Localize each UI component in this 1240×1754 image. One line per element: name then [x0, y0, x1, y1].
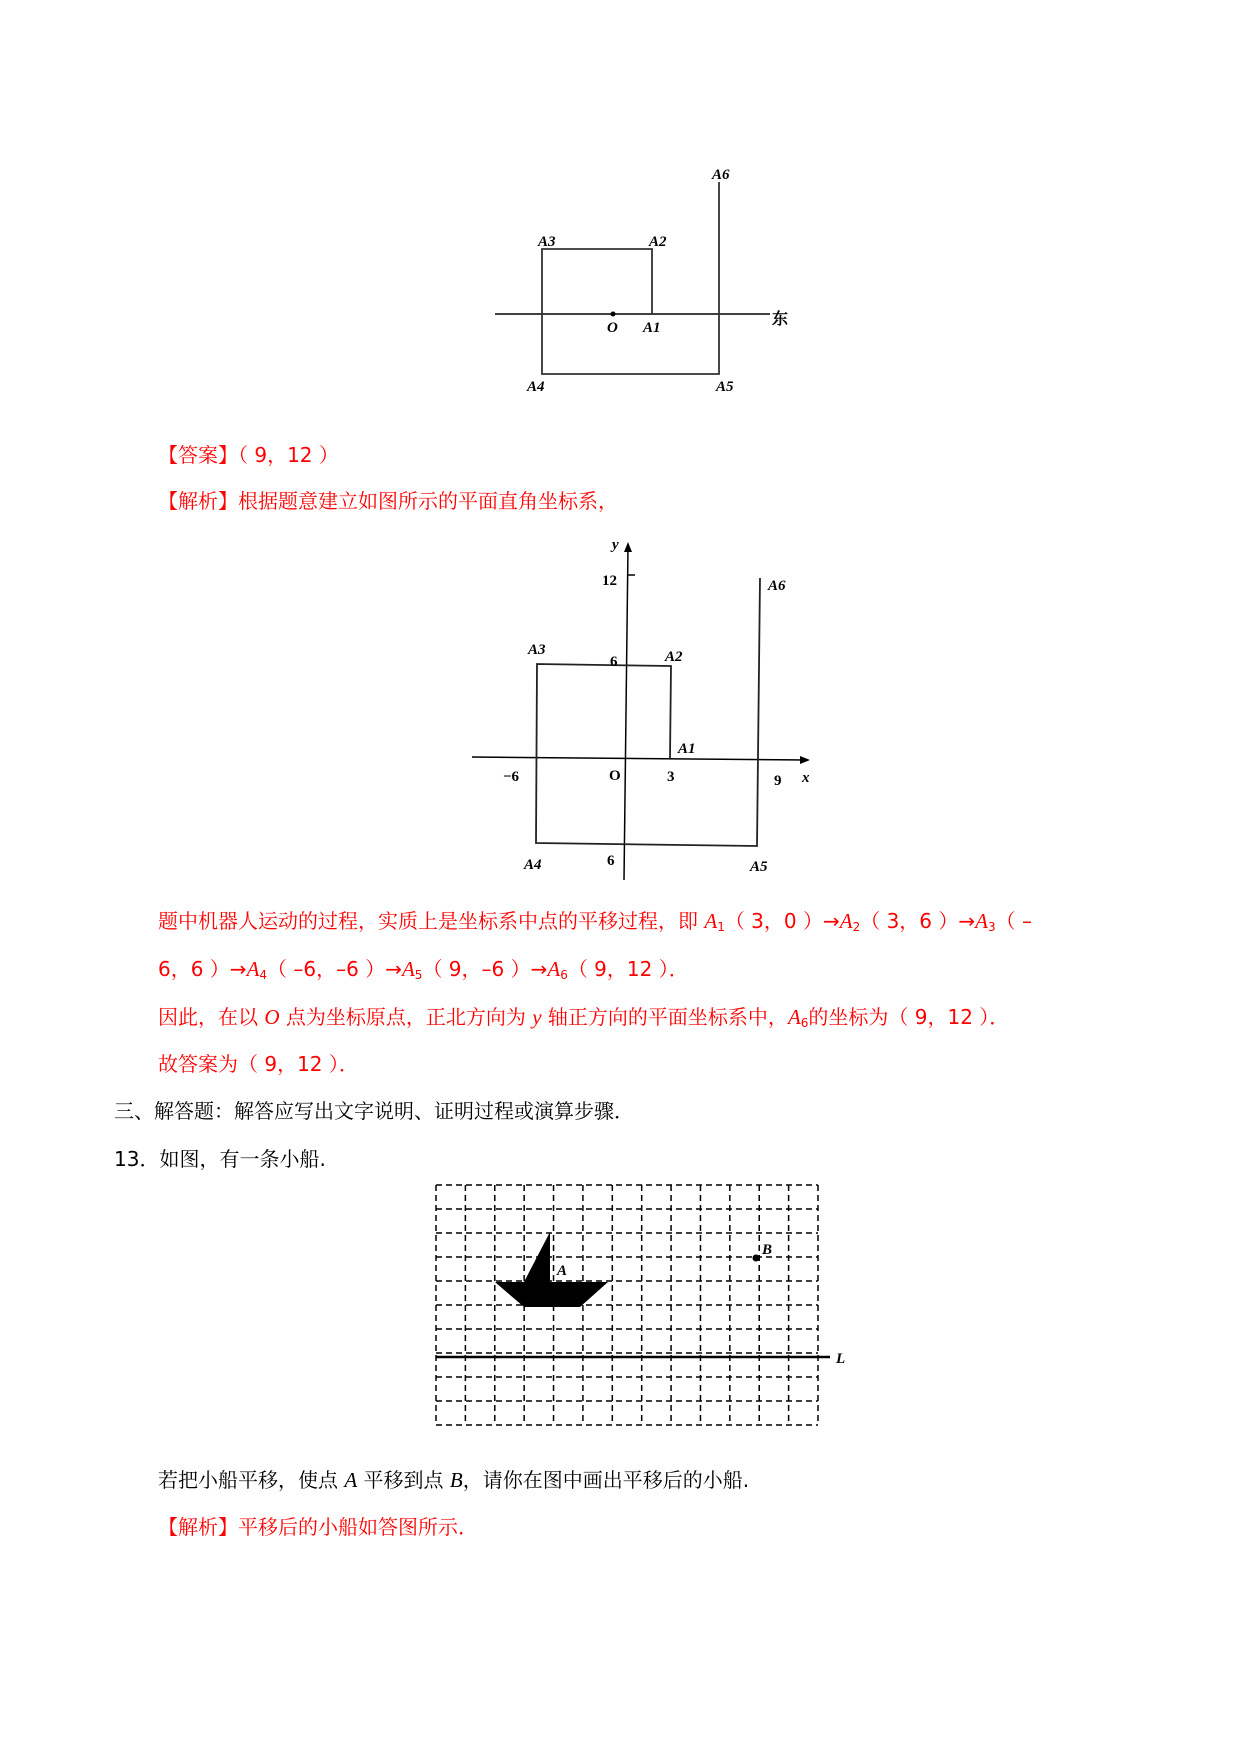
- question-13-task: [158, 1468, 749, 1492]
- analysis-13: [158, 1515, 478, 1539]
- point-label-a5: A5: [716, 379, 734, 395]
- tick-label-y12: 12: [602, 573, 617, 589]
- point-label-a4: A4: [524, 857, 542, 873]
- text-segment: 【答案】（ 9，12 ）: [158, 443, 339, 467]
- text-segment: （ 9，–6 ）→: [422, 957, 548, 981]
- text-segment: （ –6，–6 ）→: [267, 957, 402, 981]
- math-variable: y: [532, 1005, 542, 1029]
- text-segment: 题中机器人运动的过程，实质上是坐标系中点的平移过程，即: [158, 909, 705, 933]
- point-label-a4: A4: [527, 379, 545, 395]
- math-variable: A: [401, 957, 415, 981]
- math-variable: A: [246, 957, 260, 981]
- text-segment: ，请你在图中画出平移后的小船.: [462, 1468, 750, 1492]
- point-label-a3: A3: [528, 642, 546, 658]
- point-label-a6: A6: [768, 578, 786, 594]
- point-label-a2: A2: [665, 649, 683, 665]
- math-variable: A: [787, 1005, 801, 1029]
- subscript: 6: [560, 968, 568, 982]
- text-segment: 点为坐标原点，正北方向为: [279, 1005, 533, 1029]
- point-b-label: B: [762, 1242, 773, 1258]
- dashed-grid: [436, 1185, 818, 1425]
- origin-label: O: [607, 320, 618, 336]
- text-segment: 故答案为（ 9，12 ）．: [158, 1052, 359, 1076]
- math-variable: A: [704, 909, 718, 933]
- text-segment: 6，6 ）→: [158, 957, 247, 981]
- subscript: 5: [414, 968, 423, 982]
- line-l-label: L: [836, 1351, 846, 1367]
- math-variable: A: [547, 957, 561, 981]
- subscript: 4: [259, 968, 268, 982]
- x-axis-label: x: [802, 770, 810, 786]
- text-segment: 三、解答题：解答应写出文字说明、证明过程或演算步骤．: [114, 1099, 634, 1123]
- origin-label: O: [609, 768, 621, 784]
- text-segment: 因此，在以: [158, 1005, 265, 1029]
- east-label: 东: [772, 309, 789, 328]
- point-b: [753, 1255, 760, 1262]
- subscript: 1: [717, 920, 725, 934]
- y-axis-label: y: [612, 537, 619, 553]
- point-label-a1: A1: [678, 741, 696, 757]
- text-segment: （ –: [995, 909, 1032, 933]
- text-segment: （ 9，12 ）．: [567, 957, 689, 981]
- point-a-label: A: [557, 1263, 568, 1279]
- point-label-a5: A5: [750, 859, 768, 875]
- text-segment: 平移到点: [357, 1468, 450, 1492]
- subscript: 3: [987, 920, 996, 934]
- point-label-a1: A1: [643, 320, 661, 336]
- tick-label-y-neg6: 6: [607, 853, 615, 869]
- text-segment: 【解析】根据题意建立如图所示的平面直角坐标系，: [158, 489, 618, 513]
- text-segment: 若把小船平移，使点: [158, 1468, 345, 1492]
- tick-label-x9: 9: [774, 773, 782, 789]
- text-segment: 的坐标为（ 9，12 ）．: [808, 1005, 1010, 1029]
- tick-label-x3: 3: [667, 769, 675, 785]
- math-variable: O: [264, 1005, 280, 1029]
- tick-label-y6: 6: [610, 654, 618, 670]
- subscript: 6: [800, 1016, 809, 1030]
- text-segment: （ 3，0 ）→: [724, 909, 840, 933]
- text-segment: 13．如图，有一条小船.: [114, 1147, 326, 1171]
- point-label-a6: A6: [712, 167, 730, 183]
- text-segment: 【解析】平移后的小船如答图所示．: [158, 1515, 478, 1539]
- tick-label-x-neg6: −6: [503, 769, 520, 785]
- text-segment: 轴正方向的平面坐标系中，: [541, 1005, 788, 1029]
- math-variable: A: [839, 909, 853, 933]
- point-label-a2: A2: [649, 234, 667, 250]
- math-variable: B: [449, 1468, 463, 1492]
- math-variable: A: [344, 1468, 358, 1492]
- boat: [495, 1232, 608, 1307]
- text-segment: （ 3，6 ）→: [860, 909, 976, 933]
- point-label-a3: A3: [538, 234, 556, 250]
- subscript: 2: [852, 920, 861, 934]
- math-variable: A: [975, 909, 988, 933]
